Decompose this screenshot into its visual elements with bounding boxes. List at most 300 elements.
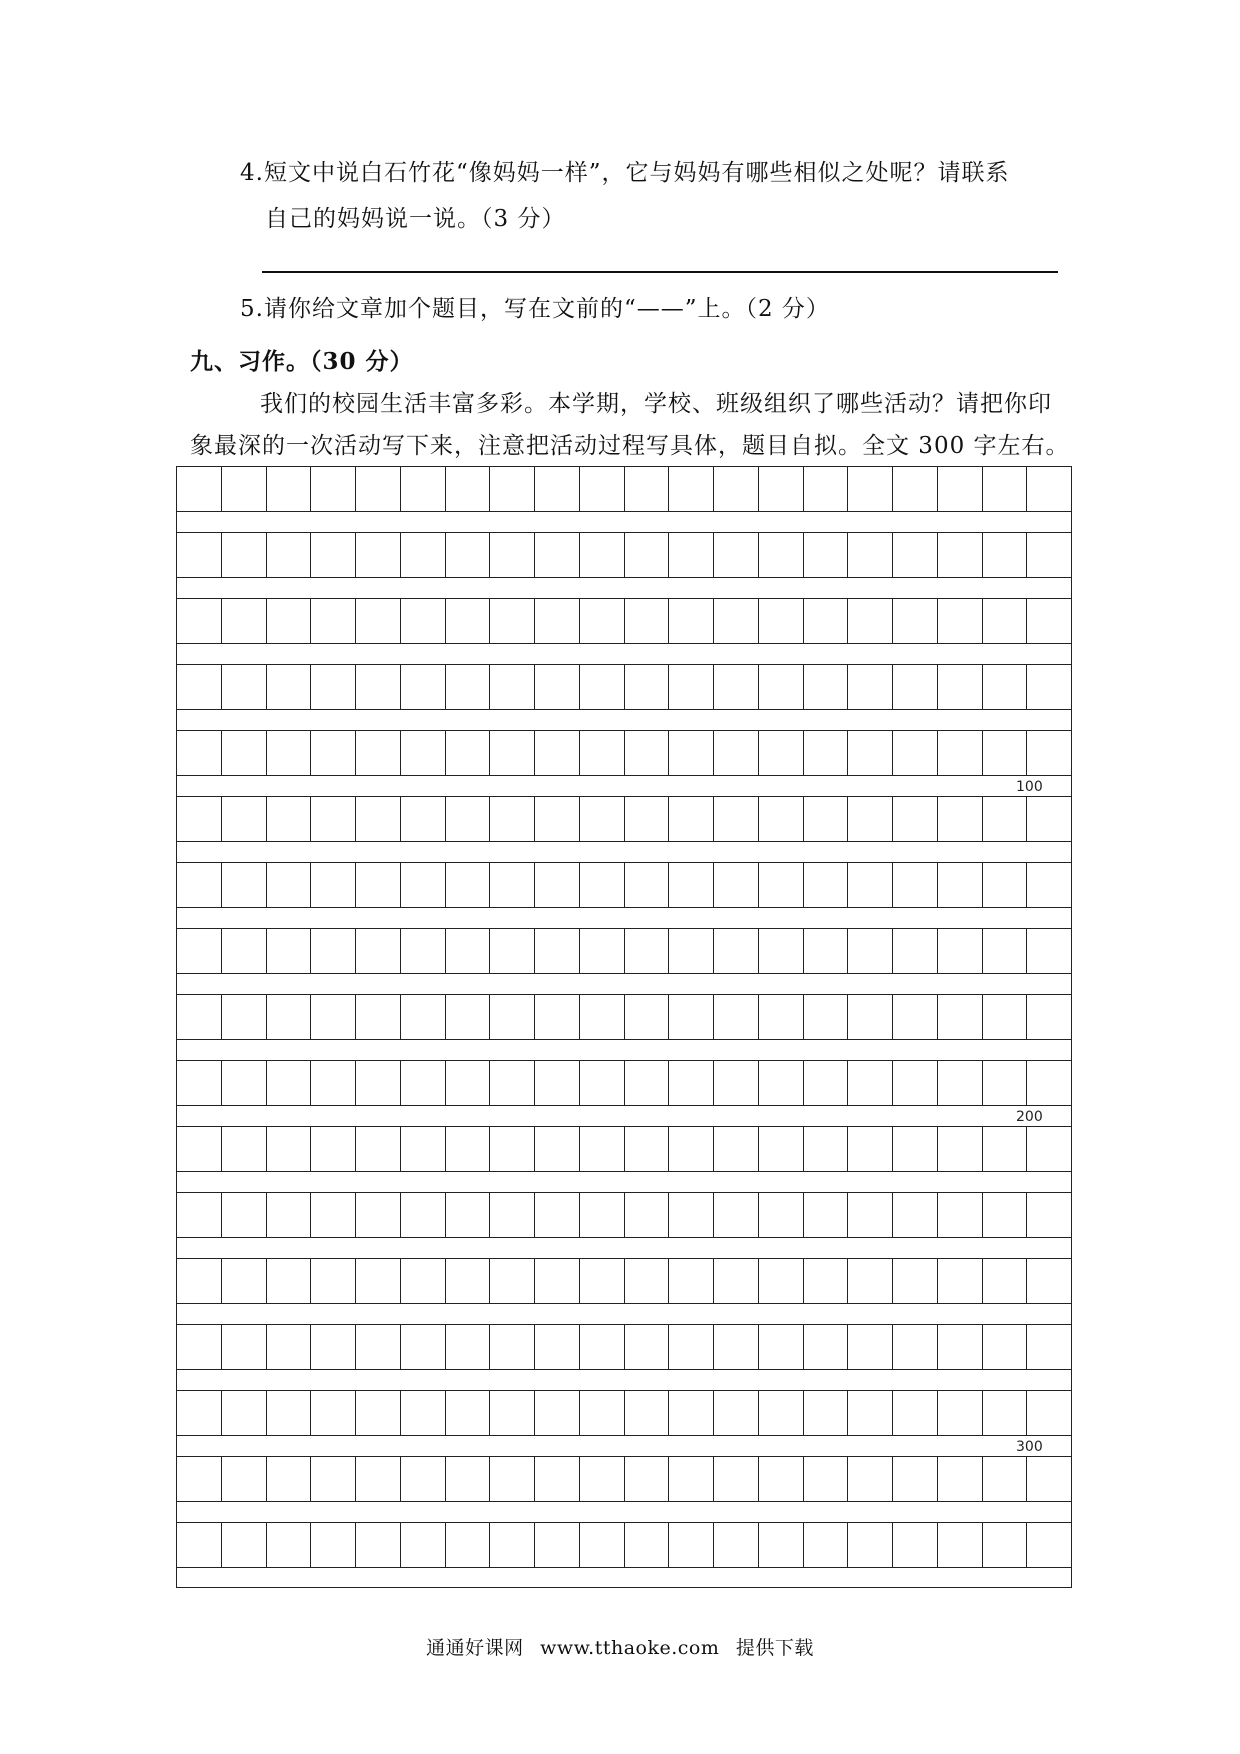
grid-cell[interactable]: [176, 995, 221, 1039]
grid-cell[interactable]: [892, 797, 937, 841]
grid-cell[interactable]: [624, 863, 669, 907]
grid-cell[interactable]: [1026, 797, 1072, 841]
grid-cell[interactable]: [713, 731, 758, 775]
grid-cell[interactable]: [892, 731, 937, 775]
grid-cell[interactable]: [176, 1325, 221, 1369]
grid-cell[interactable]: [803, 863, 848, 907]
grid-cell[interactable]: [176, 797, 221, 841]
grid-cell[interactable]: [310, 995, 355, 1039]
grid-cell[interactable]: [982, 467, 1027, 511]
grid-cell[interactable]: [310, 929, 355, 973]
grid-cell[interactable]: [847, 995, 892, 1039]
grid-cell[interactable]: [847, 533, 892, 577]
grid-cell[interactable]: [534, 1325, 579, 1369]
grid-cell[interactable]: [892, 1457, 937, 1501]
grid-cell[interactable]: [713, 1325, 758, 1369]
grid-cell[interactable]: [445, 467, 490, 511]
grid-cell[interactable]: [668, 1193, 713, 1237]
grid-cell[interactable]: [713, 1523, 758, 1567]
grid-cell[interactable]: [847, 599, 892, 643]
grid-cell[interactable]: [266, 533, 311, 577]
grid-cell[interactable]: [892, 599, 937, 643]
grid-cell[interactable]: [937, 797, 982, 841]
grid-cell[interactable]: [400, 731, 445, 775]
grid-cell[interactable]: [668, 1391, 713, 1435]
grid-cell[interactable]: [534, 665, 579, 709]
grid-cell[interactable]: [624, 599, 669, 643]
grid-cell[interactable]: [847, 1193, 892, 1237]
grid-cell[interactable]: [534, 863, 579, 907]
grid-cell[interactable]: [355, 863, 400, 907]
grid-cell[interactable]: [266, 599, 311, 643]
grid-cell[interactable]: [176, 1259, 221, 1303]
grid-cell[interactable]: [624, 797, 669, 841]
grid-cell[interactable]: [713, 1259, 758, 1303]
grid-cell[interactable]: [176, 1457, 221, 1501]
grid-cell[interactable]: [668, 1259, 713, 1303]
grid-cell[interactable]: [579, 1391, 624, 1435]
grid-cell[interactable]: [803, 995, 848, 1039]
grid-cell[interactable]: [400, 599, 445, 643]
grid-cell[interactable]: [445, 1061, 490, 1105]
grid-cell[interactable]: [758, 1193, 803, 1237]
answer-line-question-4[interactable]: [262, 271, 1058, 273]
grid-cell[interactable]: [266, 863, 311, 907]
grid-cell[interactable]: [1026, 1061, 1072, 1105]
grid-cell[interactable]: [803, 599, 848, 643]
grid-cell[interactable]: [266, 467, 311, 511]
grid-cell[interactable]: [310, 1457, 355, 1501]
grid-cell[interactable]: [1026, 1193, 1072, 1237]
grid-cell[interactable]: [1026, 599, 1072, 643]
grid-cell[interactable]: [803, 797, 848, 841]
grid-cell[interactable]: [937, 1127, 982, 1171]
grid-cell[interactable]: [221, 1127, 266, 1171]
grid-cell[interactable]: [221, 665, 266, 709]
grid-cell[interactable]: [445, 731, 490, 775]
grid-cell[interactable]: [310, 599, 355, 643]
grid-cell[interactable]: [534, 533, 579, 577]
grid-cell[interactable]: [489, 797, 534, 841]
grid-cell[interactable]: [758, 1523, 803, 1567]
grid-cell[interactable]: [713, 1061, 758, 1105]
grid-cell[interactable]: [758, 731, 803, 775]
grid-cell[interactable]: [445, 1325, 490, 1369]
grid-cell[interactable]: [937, 467, 982, 511]
grid-cell[interactable]: [982, 929, 1027, 973]
grid-cell[interactable]: [982, 1325, 1027, 1369]
grid-cell[interactable]: [1026, 995, 1072, 1039]
grid-cell[interactable]: [445, 995, 490, 1039]
grid-cell[interactable]: [221, 1391, 266, 1435]
grid-cell[interactable]: [713, 665, 758, 709]
grid-cell[interactable]: [847, 863, 892, 907]
grid-cell[interactable]: [937, 1325, 982, 1369]
writing-grid[interactable]: [176, 466, 1072, 1588]
grid-cell[interactable]: [624, 467, 669, 511]
grid-cell[interactable]: [221, 1523, 266, 1567]
grid-cell[interactable]: [221, 533, 266, 577]
grid-cell[interactable]: [713, 1127, 758, 1171]
grid-cell[interactable]: [713, 467, 758, 511]
grid-cell[interactable]: [892, 1061, 937, 1105]
grid-cell[interactable]: [713, 599, 758, 643]
grid-cell[interactable]: [266, 1523, 311, 1567]
grid-cell[interactable]: [400, 929, 445, 973]
grid-cell[interactable]: [355, 797, 400, 841]
grid-cell[interactable]: [534, 467, 579, 511]
grid-cell[interactable]: [668, 1127, 713, 1171]
grid-cell[interactable]: [534, 731, 579, 775]
grid-cell[interactable]: [176, 467, 221, 511]
grid-cell[interactable]: [266, 929, 311, 973]
grid-cell[interactable]: [847, 1127, 892, 1171]
grid-cell[interactable]: [534, 1127, 579, 1171]
grid-cell[interactable]: [489, 1193, 534, 1237]
grid-cell[interactable]: [176, 1061, 221, 1105]
grid-cell[interactable]: [803, 665, 848, 709]
grid-cell[interactable]: [668, 929, 713, 973]
grid-cell[interactable]: [758, 863, 803, 907]
grid-cell[interactable]: [355, 665, 400, 709]
grid-cell[interactable]: [400, 467, 445, 511]
grid-cell[interactable]: [668, 1061, 713, 1105]
grid-cell[interactable]: [758, 1325, 803, 1369]
grid-cell[interactable]: [668, 731, 713, 775]
grid-cell[interactable]: [937, 1259, 982, 1303]
grid-cell[interactable]: [579, 995, 624, 1039]
grid-cell[interactable]: [982, 1523, 1027, 1567]
grid-cell[interactable]: [803, 929, 848, 973]
grid-cell[interactable]: [221, 797, 266, 841]
grid-cell[interactable]: [534, 797, 579, 841]
grid-cell[interactable]: [221, 731, 266, 775]
grid-cell[interactable]: [176, 1193, 221, 1237]
grid-cell[interactable]: [355, 1523, 400, 1567]
grid-cell[interactable]: [668, 1457, 713, 1501]
grid-cell[interactable]: [758, 1457, 803, 1501]
grid-cell[interactable]: [1026, 467, 1072, 511]
grid-cell[interactable]: [221, 1325, 266, 1369]
grid-cell[interactable]: [937, 995, 982, 1039]
grid-cell[interactable]: [668, 533, 713, 577]
grid-cell[interactable]: [803, 533, 848, 577]
grid-cell[interactable]: [400, 1259, 445, 1303]
grid-cell[interactable]: [176, 1523, 221, 1567]
grid-cell[interactable]: [489, 1325, 534, 1369]
grid-cell[interactable]: [758, 533, 803, 577]
grid-cell[interactable]: [579, 1193, 624, 1237]
grid-cell[interactable]: [534, 929, 579, 973]
grid-cell[interactable]: [310, 1325, 355, 1369]
grid-cell[interactable]: [266, 1259, 311, 1303]
grid-cell[interactable]: [847, 731, 892, 775]
grid-cell[interactable]: [400, 1325, 445, 1369]
grid-cell[interactable]: [982, 1259, 1027, 1303]
grid-cell[interactable]: [445, 1127, 490, 1171]
grid-cell[interactable]: [847, 1457, 892, 1501]
grid-cell[interactable]: [624, 1457, 669, 1501]
grid-cell[interactable]: [624, 1391, 669, 1435]
grid-cell[interactable]: [534, 1061, 579, 1105]
grid-cell[interactable]: [1026, 1523, 1072, 1567]
grid-cell[interactable]: [400, 797, 445, 841]
grid-cell[interactable]: [892, 1325, 937, 1369]
grid-cell[interactable]: [445, 533, 490, 577]
grid-cell[interactable]: [534, 1391, 579, 1435]
grid-cell[interactable]: [982, 599, 1027, 643]
grid-cell[interactable]: [624, 1259, 669, 1303]
grid-cell[interactable]: [400, 533, 445, 577]
grid-cell[interactable]: [892, 1523, 937, 1567]
grid-cell[interactable]: [176, 599, 221, 643]
grid-cell[interactable]: [713, 797, 758, 841]
grid-cell[interactable]: [982, 863, 1027, 907]
grid-cell[interactable]: [624, 929, 669, 973]
grid-cell[interactable]: [803, 1457, 848, 1501]
grid-cell[interactable]: [310, 467, 355, 511]
grid-cell[interactable]: [221, 1259, 266, 1303]
grid-cell[interactable]: [579, 929, 624, 973]
grid-cell[interactable]: [221, 467, 266, 511]
grid-cell[interactable]: [310, 1523, 355, 1567]
grid-cell[interactable]: [579, 1523, 624, 1567]
grid-cell[interactable]: [668, 665, 713, 709]
grid-cell[interactable]: [310, 665, 355, 709]
grid-cell[interactable]: [310, 731, 355, 775]
grid-cell[interactable]: [713, 863, 758, 907]
grid-cell[interactable]: [892, 1259, 937, 1303]
grid-cell[interactable]: [758, 467, 803, 511]
grid-cell[interactable]: [937, 1457, 982, 1501]
grid-cell[interactable]: [489, 1061, 534, 1105]
grid-cell[interactable]: [937, 863, 982, 907]
grid-cell[interactable]: [803, 1259, 848, 1303]
grid-cell[interactable]: [668, 995, 713, 1039]
grid-cell[interactable]: [982, 533, 1027, 577]
grid-cell[interactable]: [355, 929, 400, 973]
grid-cell[interactable]: [176, 731, 221, 775]
grid-cell[interactable]: [937, 929, 982, 973]
grid-cell[interactable]: [1026, 929, 1072, 973]
grid-cell[interactable]: [400, 1391, 445, 1435]
grid-cell[interactable]: [758, 1127, 803, 1171]
grid-cell[interactable]: [847, 665, 892, 709]
grid-cell[interactable]: [579, 1061, 624, 1105]
grid-cell[interactable]: [355, 599, 400, 643]
grid-cell[interactable]: [937, 665, 982, 709]
grid-cell[interactable]: [176, 929, 221, 973]
grid-cell[interactable]: [1026, 533, 1072, 577]
grid-cell[interactable]: [355, 1259, 400, 1303]
grid-cell[interactable]: [489, 533, 534, 577]
grid-cell[interactable]: [355, 1193, 400, 1237]
grid-cell[interactable]: [758, 1061, 803, 1105]
grid-cell[interactable]: [445, 929, 490, 973]
grid-cell[interactable]: [713, 929, 758, 973]
grid-cell[interactable]: [982, 1127, 1027, 1171]
grid-cell[interactable]: [847, 797, 892, 841]
grid-cell[interactable]: [579, 1457, 624, 1501]
grid-cell[interactable]: [624, 1325, 669, 1369]
grid-cell[interactable]: [937, 1061, 982, 1105]
grid-cell[interactable]: [847, 929, 892, 973]
grid-cell[interactable]: [579, 467, 624, 511]
grid-cell[interactable]: [266, 731, 311, 775]
grid-cell[interactable]: [489, 1457, 534, 1501]
grid-cell[interactable]: [1026, 1325, 1072, 1369]
grid-cell[interactable]: [758, 599, 803, 643]
grid-cell[interactable]: [266, 1457, 311, 1501]
grid-cell[interactable]: [982, 1193, 1027, 1237]
grid-cell[interactable]: [355, 731, 400, 775]
grid-cell[interactable]: [892, 995, 937, 1039]
grid-cell[interactable]: [624, 665, 669, 709]
grid-cell[interactable]: [310, 1193, 355, 1237]
grid-cell[interactable]: [847, 1325, 892, 1369]
grid-cell[interactable]: [579, 533, 624, 577]
grid-cell[interactable]: [847, 1391, 892, 1435]
grid-cell[interactable]: [847, 1061, 892, 1105]
grid-cell[interactable]: [400, 1061, 445, 1105]
grid-cell[interactable]: [355, 1457, 400, 1501]
grid-cell[interactable]: [624, 1127, 669, 1171]
grid-cell[interactable]: [803, 1127, 848, 1171]
grid-cell[interactable]: [534, 1193, 579, 1237]
grid-cell[interactable]: [668, 863, 713, 907]
grid-cell[interactable]: [713, 995, 758, 1039]
grid-cell[interactable]: [176, 863, 221, 907]
grid-cell[interactable]: [892, 1127, 937, 1171]
grid-cell[interactable]: [892, 1193, 937, 1237]
grid-cell[interactable]: [176, 665, 221, 709]
grid-cell[interactable]: [982, 1391, 1027, 1435]
grid-cell[interactable]: [176, 533, 221, 577]
grid-cell[interactable]: [489, 1391, 534, 1435]
grid-cell[interactable]: [445, 863, 490, 907]
grid-cell[interactable]: [445, 665, 490, 709]
grid-cell[interactable]: [937, 1193, 982, 1237]
grid-cell[interactable]: [937, 1523, 982, 1567]
grid-cell[interactable]: [310, 797, 355, 841]
grid-cell[interactable]: [579, 731, 624, 775]
grid-cell[interactable]: [579, 1259, 624, 1303]
grid-cell[interactable]: [489, 731, 534, 775]
grid-cell[interactable]: [310, 1127, 355, 1171]
grid-cell[interactable]: [221, 1457, 266, 1501]
grid-cell[interactable]: [489, 467, 534, 511]
grid-cell[interactable]: [221, 599, 266, 643]
grid-cell[interactable]: [803, 1193, 848, 1237]
grid-cell[interactable]: [758, 929, 803, 973]
grid-cell[interactable]: [400, 1127, 445, 1171]
grid-cell[interactable]: [176, 1127, 221, 1171]
grid-cell[interactable]: [400, 1523, 445, 1567]
grid-cell[interactable]: [489, 1523, 534, 1567]
grid-cell[interactable]: [355, 1127, 400, 1171]
grid-cell[interactable]: [758, 995, 803, 1039]
grid-cell[interactable]: [982, 1061, 1027, 1105]
grid-cell[interactable]: [713, 1193, 758, 1237]
grid-cell[interactable]: [937, 533, 982, 577]
grid-cell[interactable]: [355, 1325, 400, 1369]
grid-cell[interactable]: [445, 599, 490, 643]
grid-cell[interactable]: [534, 1523, 579, 1567]
grid-cell[interactable]: [489, 599, 534, 643]
grid-cell[interactable]: [758, 1391, 803, 1435]
grid-cell[interactable]: [534, 599, 579, 643]
grid-cell[interactable]: [400, 665, 445, 709]
grid-cell[interactable]: [534, 1259, 579, 1303]
grid-cell[interactable]: [534, 1457, 579, 1501]
grid-cell[interactable]: [579, 1127, 624, 1171]
grid-cell[interactable]: [892, 467, 937, 511]
grid-cell[interactable]: [847, 467, 892, 511]
grid-cell[interactable]: [758, 665, 803, 709]
grid-cell[interactable]: [445, 1523, 490, 1567]
grid-cell[interactable]: [310, 863, 355, 907]
grid-cell[interactable]: [221, 995, 266, 1039]
grid-cell[interactable]: [1026, 1457, 1072, 1501]
grid-cell[interactable]: [579, 797, 624, 841]
grid-cell[interactable]: [221, 1193, 266, 1237]
grid-cell[interactable]: [579, 1325, 624, 1369]
grid-cell[interactable]: [624, 1523, 669, 1567]
grid-cell[interactable]: [266, 1391, 311, 1435]
grid-cell[interactable]: [803, 731, 848, 775]
grid-cell[interactable]: [445, 1193, 490, 1237]
grid-cell[interactable]: [400, 1193, 445, 1237]
grid-cell[interactable]: [355, 1061, 400, 1105]
grid-cell[interactable]: [221, 929, 266, 973]
grid-cell[interactable]: [624, 1061, 669, 1105]
grid-cell[interactable]: [579, 599, 624, 643]
grid-cell[interactable]: [668, 797, 713, 841]
grid-cell[interactable]: [937, 1391, 982, 1435]
grid-cell[interactable]: [400, 995, 445, 1039]
grid-cell[interactable]: [489, 995, 534, 1039]
grid-cell[interactable]: [892, 929, 937, 973]
grid-cell[interactable]: [892, 665, 937, 709]
grid-cell[interactable]: [624, 1193, 669, 1237]
grid-cell[interactable]: [892, 533, 937, 577]
grid-cell[interactable]: [400, 863, 445, 907]
grid-cell[interactable]: [355, 533, 400, 577]
grid-cell[interactable]: [937, 599, 982, 643]
grid-cell[interactable]: [266, 1061, 311, 1105]
grid-cell[interactable]: [176, 1391, 221, 1435]
grid-cell[interactable]: [310, 1391, 355, 1435]
grid-cell[interactable]: [713, 1391, 758, 1435]
grid-cell[interactable]: [803, 1523, 848, 1567]
grid-cell[interactable]: [1026, 1127, 1072, 1171]
grid-cell[interactable]: [400, 1457, 445, 1501]
grid-cell[interactable]: [758, 797, 803, 841]
grid-cell[interactable]: [445, 797, 490, 841]
grid-cell[interactable]: [445, 1391, 490, 1435]
grid-cell[interactable]: [221, 1061, 266, 1105]
grid-cell[interactable]: [624, 731, 669, 775]
grid-cell[interactable]: [445, 1259, 490, 1303]
grid-cell[interactable]: [489, 665, 534, 709]
grid-cell[interactable]: [1026, 1259, 1072, 1303]
grid-cell[interactable]: [937, 731, 982, 775]
grid-cell[interactable]: [355, 995, 400, 1039]
grid-cell[interactable]: [1026, 1391, 1072, 1435]
grid-cell[interactable]: [310, 533, 355, 577]
grid-cell[interactable]: [892, 1391, 937, 1435]
grid-cell[interactable]: [982, 665, 1027, 709]
